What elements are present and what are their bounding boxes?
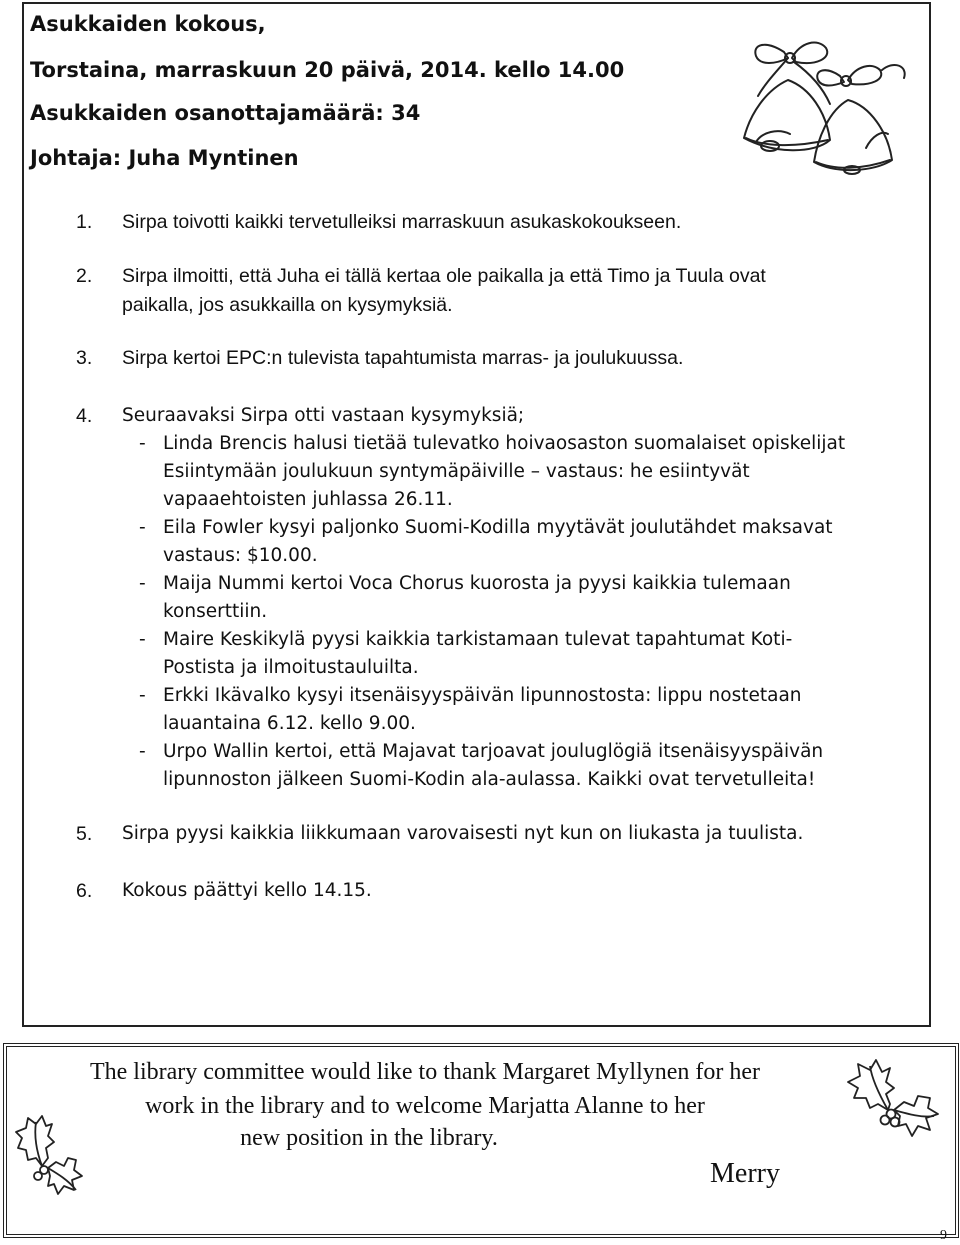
- bells-icon: [722, 30, 922, 180]
- holly-icon: [836, 1054, 946, 1154]
- merry-text: Merry: [710, 1158, 780, 1189]
- holly-icon: [12, 1106, 92, 1206]
- page-number: 9: [940, 1228, 947, 1243]
- attendance: Asukkaiden osanottajamäärä: 34: [30, 101, 421, 125]
- library-notice-line: new position in the library.: [240, 1125, 498, 1151]
- library-notice-line: The library committee would like to thank Margaret Myllynen for her: [89, 1059, 761, 1085]
- chair: Johtaja: Juha Myntinen: [30, 146, 299, 170]
- meeting-title: Asukkaiden kokous,: [30, 12, 266, 36]
- library-notice-line: work in the library and to welcome Marjatta Alanne to her: [145, 1093, 705, 1119]
- meeting-date: Torstaina, marraskuun 20 päivä, 2014. kello 14.00: [30, 58, 625, 82]
